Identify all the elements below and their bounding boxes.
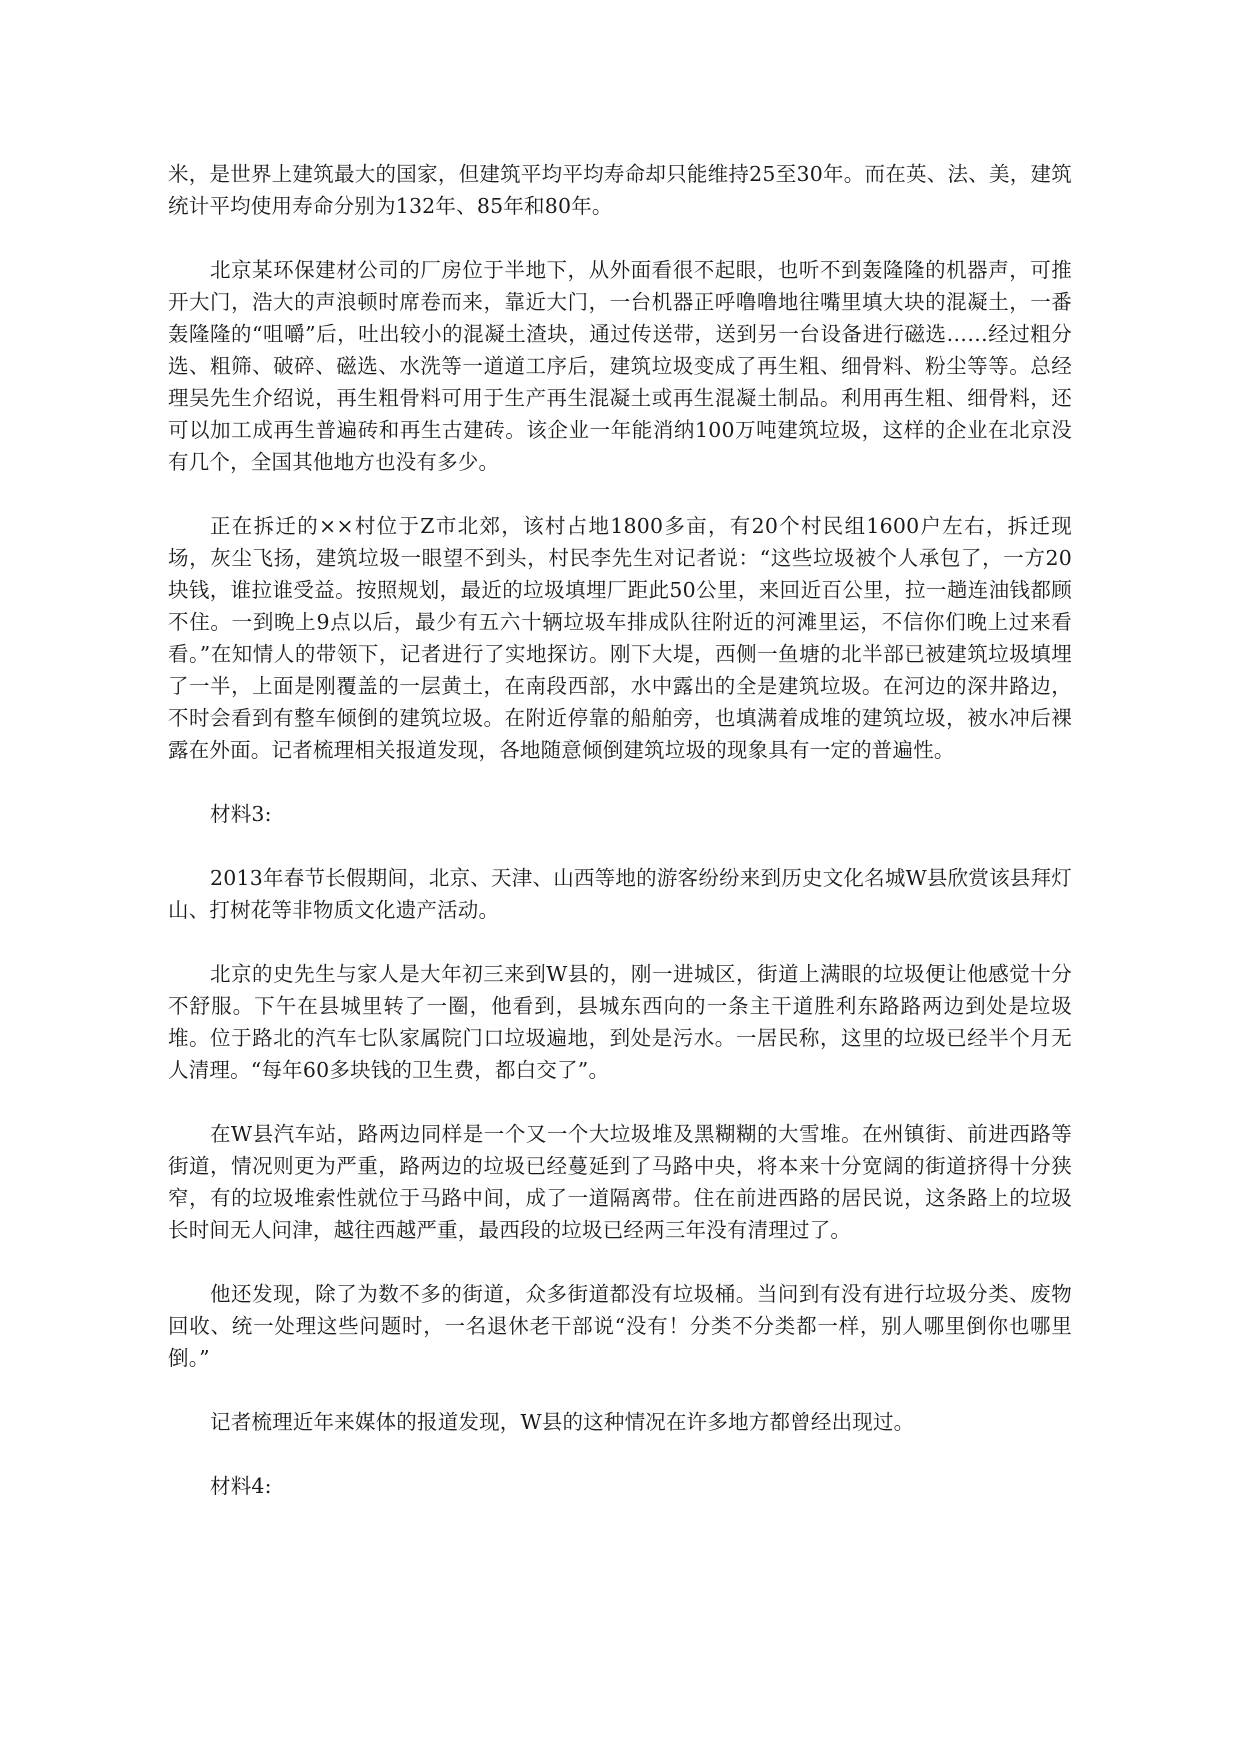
section-heading: 材料4: xyxy=(210,1474,272,1498)
paragraph: 他还发现，除了为数不多的街道，众多街道都没有垃圾桶。当问到有没有进行垃圾分类、废物回收、统一处理这些问题时，一名退休老干部说“没有！分类不分类都一样，别人哪里倒你也哪里倒。” xyxy=(168,1282,1072,1370)
paragraph: 在W县汽车站，路两边同样是一个又一个大垃圾堆及黑糊糊的大雪堆。在州镇街、前进西路等街道，情况则更为严重，路两边的垃圾已经蔓延到了马路中央，将本来十分宽阔的街道挤得十分狭窄，有的垃圾堆索性就位于马路中间，成了一道隔离带。住在前进西路的居民说，这条路上的垃圾长时间无人问津，越往西越严重，最西段的垃圾已经两三年没有清理过了。 xyxy=(168,1122,1072,1242)
paragraph: 米，是世界上建筑最大的国家，但建筑平均平均寿命却只能维持25至30年。而在英、法、美，建筑统计平均使用寿命分别为132年、85年和80年。 xyxy=(168,162,1072,218)
paragraph: 记者梳理近年来媒体的报道发现，W县的这种情况在许多地方都曾经出现过。 xyxy=(210,1410,915,1434)
paragraph: 2013年春节长假期间，北京、天津、山西等地的游客纷纷来到历史文化名城W县欣赏该县拜灯山、打树花等非物质文化遗产活动。 xyxy=(168,866,1072,922)
document-body xyxy=(168,158,1072,1534)
paragraph: 正在拆迁的××村位于Z市北郊，该村占地1800多亩，有20个村民组1600户左右，拆迁现场，灰尘飞扬，建筑垃圾一眼望不到头，村民李先生对记者说：“这些垃圾被个人承包了，一方20块钱，谁拉谁受益。按照规划，最近的垃圾填埋厂距此50公里，来回近百公里，拉一趟连油钱都顾不住。一到晚上9点以后，最少有五六十辆垃圾车排成队往附近的河滩里运，不信你们晚上过来看看。”在知情人的带领下，记者进行了实地探访。刚下大堤，西侧一鱼塘的北半部已被建筑垃圾填埋了一半，上面是刚覆盖的一层黄土，在南段西部，水中露出的全是建筑垃圾。在河边的深井路边，不时会看到有整车倾倒的建筑垃圾。在附近停靠的船舶旁，也填满着成堆的建筑垃圾，被水冲后裸露在外面。记者梳理相关报道发现，各地随意倾倒建筑垃圾的现象具有一定的普遍性。 xyxy=(168,514,1072,762)
paragraph: 北京某环保建材公司的厂房位于半地下，从外面看很不起眼，也听不到轰隆隆的机器声，可推开大门，浩大的声浪顿时席卷而来，靠近大门，一台机器正呼噜噜地往嘴里填大块的混凝土，一番轰隆隆的“咀嚼”后，吐出较小的混凝土渣块，通过传送带，送到另一台设备进行磁选……经过粗分选、粗筛、破碎、磁选、水洗等一道道工序后，建筑垃圾变成了再生粗、细骨料、粉尘等等。总经理吴先生介绍说，再生粗骨料可用于生产再生混凝土或再生混凝土制品。利用再生粗、细骨料，还可以加工成再生普遍砖和再生古建砖。该企业一年能消纳100万吨建筑垃圾，这样的企业在北京没有几个，全国其他地方也没有多少。 xyxy=(168,258,1072,474)
paragraph: 北京的史先生与家人是大年初三来到W县的，刚一进城区，街道上满眼的垃圾便让他感觉十分不舒服。下午在县城里转了一圈，他看到，县城东西向的一条主干道胜利东路路两边到处是垃圾堆。位于路北的汽车七队家属院门口垃圾遍地，到处是污水。一居民称，这里的垃圾已经半个月无人清理。“每年60多块钱的卫生费，都白交了”。 xyxy=(168,962,1072,1082)
section-heading: 材料3: xyxy=(210,802,272,826)
